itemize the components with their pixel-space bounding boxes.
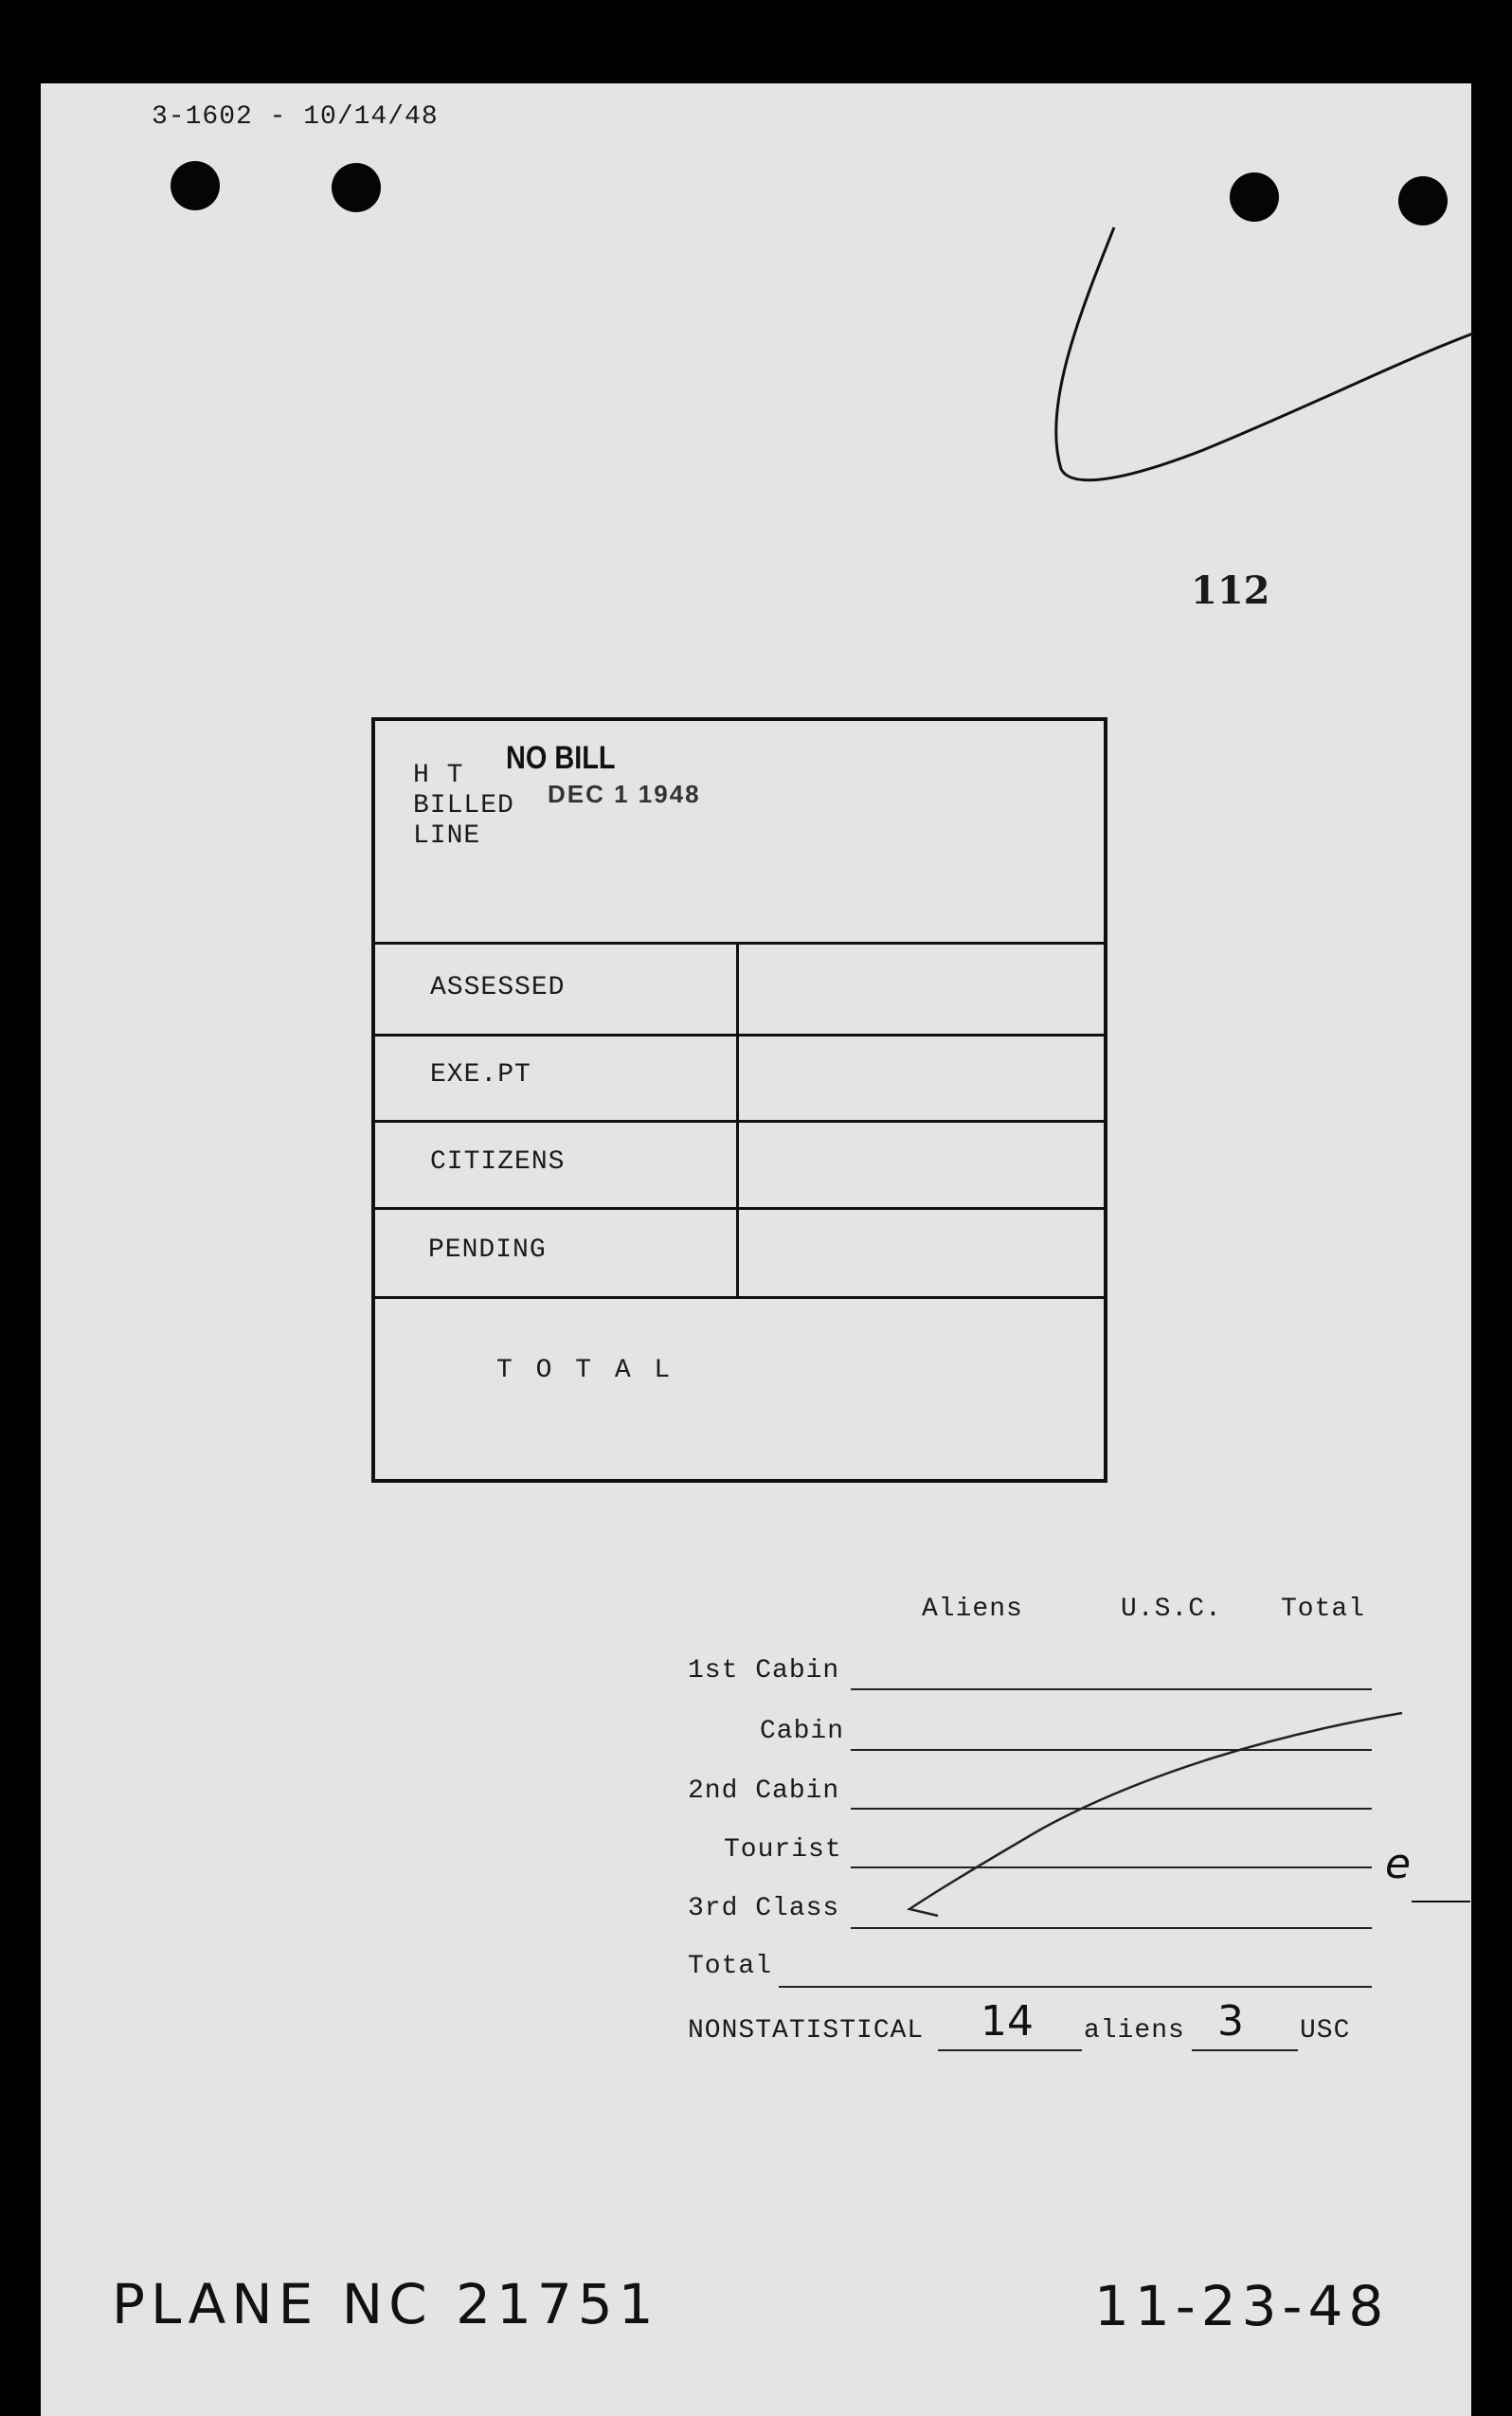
billing-header-line: LINE (413, 821, 481, 851)
column-header-total: Total (1281, 1595, 1366, 1624)
billing-header-line: H T (413, 761, 464, 790)
row-label-exempt: EXE.PT (430, 1060, 531, 1090)
no-bill-stamp: NO BILL (506, 740, 616, 776)
column-divider (736, 942, 739, 1298)
stamp-date: DEC 1 1948 (548, 780, 701, 808)
punch-hole (1230, 172, 1279, 222)
fill-line (779, 1986, 1372, 1988)
divider (375, 1034, 1104, 1037)
nonstatistical-label: NONSTATISTICAL (688, 2016, 925, 2046)
billing-header-line: BILLED (413, 791, 514, 820)
divider (375, 1207, 1104, 1210)
strike-through-mark (900, 1705, 1412, 1923)
form-id: 3-1602 - 10/14/48 (152, 102, 439, 132)
divider (375, 1120, 1104, 1123)
fill-line (851, 1688, 1372, 1690)
nonstatistical-usc-value: 3 (1217, 1997, 1244, 2046)
margin-initial: e (1385, 1840, 1412, 1888)
initial-underline (1412, 1901, 1470, 1902)
row-label-assessed: ASSESSED (430, 973, 566, 1002)
row-label-2nd-cabin: 2nd Cabin (688, 1776, 840, 1806)
column-header-aliens: Aliens (922, 1595, 1023, 1624)
row-label-pending: PENDING (428, 1235, 547, 1265)
fill-line (1192, 2049, 1298, 2051)
nonstatistical-aliens-value: 14 (981, 1997, 1034, 2046)
plane-number: PLANE NC 21751 (112, 2272, 659, 2336)
billing-box (371, 717, 1107, 1483)
aliens-label: aliens (1084, 2016, 1185, 2046)
check-mark-icon (1042, 218, 1478, 493)
column-header-usc: U.S.C. (1121, 1595, 1222, 1624)
fill-line (938, 2049, 1082, 2051)
fill-line (851, 1927, 1372, 1929)
row-label-tourist: Tourist (724, 1835, 842, 1865)
divider (375, 942, 1104, 945)
footer-date: 11-23-48 (1094, 2274, 1390, 2338)
punch-hole (171, 161, 220, 210)
total-label: T O T A L (496, 1356, 675, 1385)
row-label-3rd-class: 3rd Class (688, 1894, 840, 1923)
page-number: 112 (1191, 568, 1270, 613)
billing-header (413, 761, 514, 852)
punch-hole (332, 163, 381, 212)
usc-label: USC (1300, 2016, 1351, 2046)
row-label-total: Total (688, 1952, 773, 1981)
row-label-cabin: Cabin (760, 1717, 845, 1746)
row-label-1st-cabin: 1st Cabin (688, 1656, 840, 1686)
divider (375, 1296, 1104, 1299)
row-label-citizens: CITIZENS (430, 1147, 566, 1177)
